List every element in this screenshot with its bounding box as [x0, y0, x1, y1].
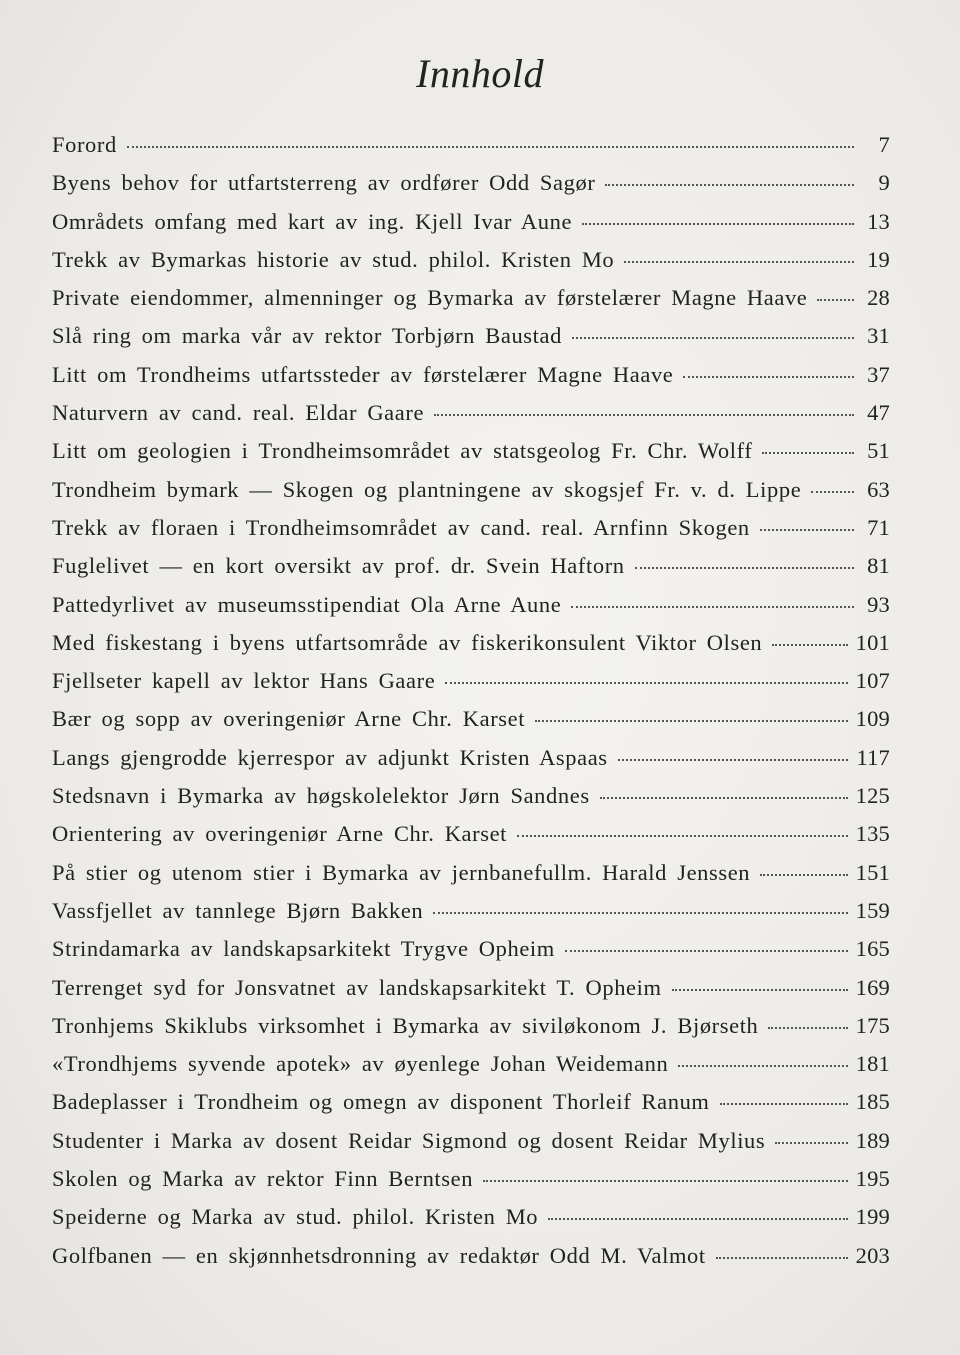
toc-entry	[52, 477, 890, 515]
dot-leader	[760, 874, 847, 876]
toc-entry	[52, 821, 890, 859]
toc-page-number: 51	[867, 438, 890, 464]
toc-entry-title: Speiderne og Marka av stud. philol. Kristen Mo	[52, 1204, 539, 1230]
toc-entry	[52, 860, 890, 898]
dot-leader	[517, 835, 848, 837]
toc-entry	[52, 706, 890, 744]
toc-entry	[52, 592, 890, 630]
toc-entry-title: Private eiendommer, almenninger og Bymarka av førstelærer Magne Haave	[52, 285, 808, 311]
toc-entry	[52, 438, 890, 476]
dot-leader	[127, 146, 854, 148]
toc-entry-title: Tronhjems Skiklubs virksomhet i Bymarka av siviløkonom J. Bjørseth	[52, 1012, 759, 1038]
toc-entry-title: Trekk av Bymarkas historie av stud. philol. Kristen Mo	[52, 246, 615, 272]
toc-entry	[52, 553, 890, 591]
toc-entry	[52, 132, 890, 170]
toc-page-number: 185	[855, 1089, 890, 1115]
dot-leader	[716, 1257, 848, 1259]
page-title: Innhold	[416, 51, 544, 96]
toc-page-number: 109	[855, 706, 890, 732]
dot-leader	[565, 950, 848, 952]
dot-leader	[817, 299, 854, 301]
dot-leader	[624, 261, 854, 263]
toc-entry	[52, 362, 890, 400]
toc-entry-title: Fjellseter kapell av lektor Hans Gaare	[52, 668, 436, 694]
toc-entry	[52, 1051, 890, 1089]
dot-leader	[775, 1142, 847, 1144]
toc-page-number: 13	[867, 208, 890, 234]
dot-leader	[618, 759, 849, 761]
toc-entry-title: Fuglelivet — en kort oversikt av prof. dr. Svein Haftorn	[52, 553, 625, 579]
toc-entry	[52, 975, 890, 1013]
toc-page-number: 107	[855, 668, 890, 694]
toc-page-number: 203	[855, 1242, 890, 1268]
toc-entry	[52, 170, 890, 208]
toc-entry-title: Stedsnavn i Bymarka av høgskolelektor Jørn Sandnes	[52, 783, 590, 809]
toc-page-number: 199	[855, 1204, 890, 1230]
toc-entry-title: Områdets omfang med kart av ing. Kjell Ivar Aune	[52, 208, 573, 234]
dot-leader	[571, 606, 854, 608]
toc-page-number: 37	[867, 361, 890, 387]
toc-entry	[52, 247, 890, 285]
dot-leader	[720, 1103, 848, 1105]
dot-leader	[535, 720, 848, 722]
toc-page-number: 159	[855, 897, 890, 923]
toc-entry-title: På stier og utenom stier i Bymarka av jernbanefullm. Harald Jenssen	[52, 859, 751, 885]
toc-entry-title: Terrenget syd for Jonsvatnet av landskapsarkitekt T. Opheim	[52, 974, 662, 1000]
toc-page-number: 181	[855, 1051, 890, 1077]
toc-entry-title: Trondheim bymark — Skogen og plantningene av skogsjef Fr. v. d. Lippe	[52, 476, 802, 502]
toc-page-number: 63	[867, 476, 890, 502]
toc-entry	[52, 1243, 890, 1281]
toc-entry	[52, 1013, 890, 1051]
toc-entry-title: Byens behov for utfartsterreng av ordfører Odd Sagør	[52, 170, 596, 196]
toc-entry	[52, 898, 890, 936]
toc-page-number: 19	[867, 246, 890, 272]
toc-page-number: 71	[867, 514, 890, 540]
toc-entry-title: Golfbanen — en skjønnhetsdronning av redaktør Odd M. Valmot	[52, 1242, 706, 1268]
toc-entry	[52, 1204, 890, 1242]
toc-page-number: 189	[855, 1127, 890, 1153]
dot-leader	[548, 1218, 847, 1220]
toc-page-number: 125	[855, 783, 890, 809]
dot-leader	[678, 1065, 847, 1067]
toc-page-number: 117	[856, 744, 890, 770]
toc-entry-title: Litt om geologien i Trondheimsområdet av statsgeolog Fr. Chr. Wolff	[52, 438, 753, 464]
dot-leader	[483, 1180, 848, 1182]
toc-entry	[52, 209, 890, 247]
toc-page-number: 9	[878, 170, 890, 196]
dot-leader	[762, 452, 854, 454]
toc-page-number: 7	[878, 132, 890, 157]
toc-page-number: 47	[867, 400, 890, 426]
dot-leader	[445, 682, 847, 684]
toc-page-number: 169	[855, 974, 890, 1000]
dot-leader	[811, 491, 854, 493]
table-of-contents	[52, 132, 890, 1281]
dot-leader	[605, 184, 854, 186]
toc-page-number: 175	[855, 1012, 890, 1038]
toc-entry-title: Pattedyrlivet av museumsstipendiat Ola Arne Aune	[52, 591, 562, 617]
toc-page-number: 31	[867, 323, 890, 349]
toc-entry-title: Studenter i Marka av dosent Reidar Sigmond og dosent Reidar Mylius	[52, 1127, 766, 1153]
dot-leader	[582, 223, 854, 225]
toc-page-number: 195	[855, 1166, 890, 1192]
toc-entry	[52, 783, 890, 821]
dot-leader	[600, 797, 848, 799]
toc-entry	[52, 745, 890, 783]
toc-entry-title: Litt om Trondheims utfartssteder av førstelærer Magne Haave	[52, 361, 674, 387]
toc-page-number: 165	[855, 936, 890, 962]
toc-page-number: 101	[855, 629, 890, 655]
dot-leader	[683, 376, 854, 378]
dot-leader	[434, 414, 854, 416]
dot-leader	[760, 529, 854, 531]
toc-entry	[52, 285, 890, 323]
toc-page-number: 151	[855, 859, 890, 885]
toc-page-number: 28	[867, 285, 890, 311]
toc-page-number: 93	[867, 591, 890, 617]
toc-entry-title: Vassfjellet av tannlege Bjørn Bakken	[52, 897, 424, 923]
dot-leader	[572, 337, 854, 339]
toc-entry-title: Badeplasser i Trondheim og omegn av disponent Thorleif Ranum	[52, 1089, 710, 1115]
toc-entry-title: Orientering av overingeniør Arne Chr. Karset	[52, 821, 508, 847]
toc-entry-title: Trekk av floraen i Trondheimsområdet av cand. real. Arnfinn Skogen	[52, 514, 750, 540]
toc-entry	[52, 1089, 890, 1127]
toc-entry	[52, 1128, 890, 1166]
dot-leader	[772, 644, 847, 646]
dot-leader	[672, 989, 848, 991]
toc-page-number: 135	[855, 821, 890, 847]
toc-entry	[52, 400, 890, 438]
dot-leader	[768, 1027, 847, 1029]
toc-entry-title: Forord	[52, 132, 117, 157]
toc-page-number: 81	[867, 553, 890, 579]
toc-entry	[52, 668, 890, 706]
toc-entry	[52, 936, 890, 974]
toc-entry	[52, 515, 890, 553]
toc-entry-title: Skolen og Marka av rektor Finn Berntsen	[52, 1166, 474, 1192]
toc-entry-title: «Trondhjems syvende apotek» av øyenlege Johan Weidemann	[52, 1051, 669, 1077]
dot-leader	[433, 912, 847, 914]
toc-entry	[52, 630, 890, 668]
toc-entry-title: Med fiskestang i byens utfartsområde av fiskerikonsulent Viktor Olsen	[52, 629, 763, 655]
toc-entry	[52, 1166, 890, 1204]
toc-entry-title: Bær og sopp av overingeniør Arne Chr. Karset	[52, 706, 526, 732]
dot-leader	[635, 567, 854, 569]
toc-entry-title: Strindamarka av landskapsarkitekt Trygve Opheim	[52, 936, 555, 962]
toc-entry-title: Langs gjengrodde kjerrespor av adjunkt Kristen Aspaas	[52, 744, 608, 770]
toc-entry-title: Slå ring om marka vår av rektor Torbjørn Baustad	[52, 323, 562, 349]
toc-entry	[52, 323, 890, 361]
toc-entry-title: Naturvern av cand. real. Eldar Gaare	[52, 400, 425, 426]
